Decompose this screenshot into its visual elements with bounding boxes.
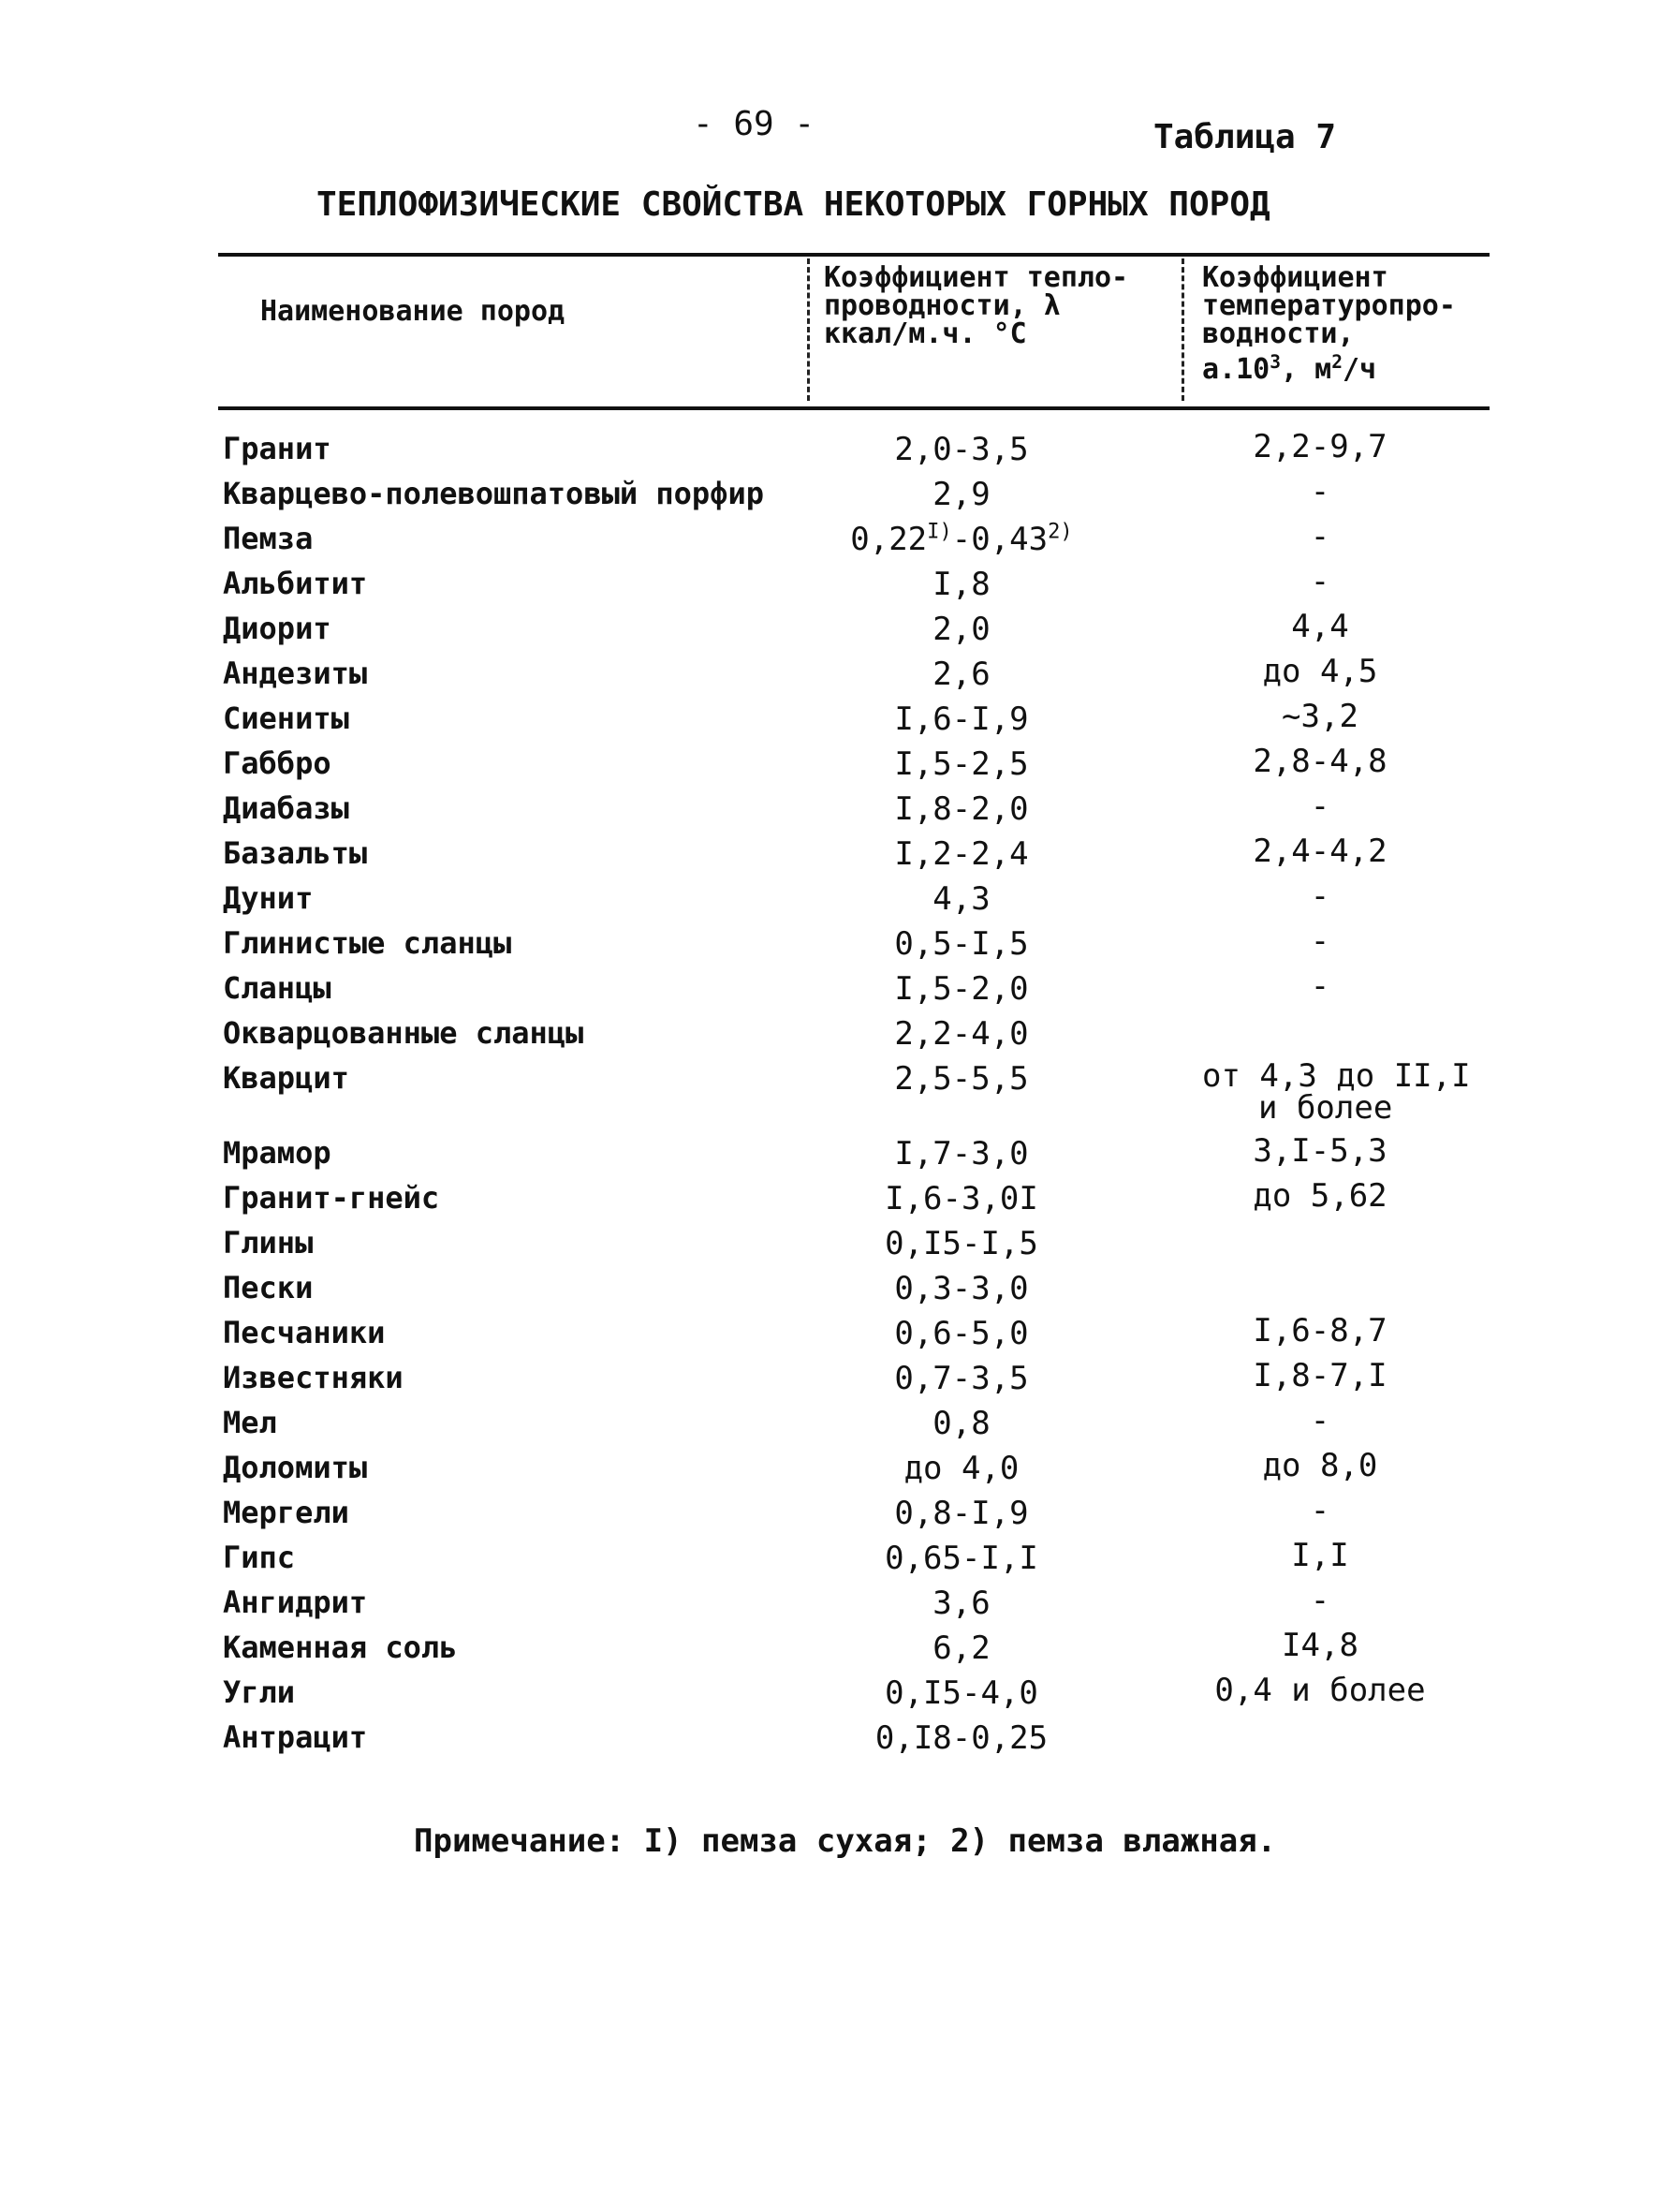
table-row [0, 608, 1659, 656]
rock-name: Пемза [223, 521, 314, 556]
rock-name: Мергели [223, 1495, 349, 1530]
table-row [0, 790, 1659, 836]
conductivity-value: 2,2-4,0 [894, 1015, 1029, 1053]
table-label: Таблица 7 [1153, 118, 1337, 156]
rock-name: Мрамор [223, 1135, 331, 1171]
conductivity-value: 2,0 [932, 611, 991, 648]
diffusivity-value: - [1310, 1492, 1330, 1529]
table-row [0, 1057, 1659, 1127]
rock-name: Гранит [223, 431, 331, 466]
rock-name: Гранит-гнейс [223, 1180, 440, 1216]
rock-name: Каменная соль [223, 1630, 458, 1665]
rock-name: Глинистые сланцы [223, 925, 512, 961]
table-header-rule [218, 406, 1490, 410]
conductivity-value: 0,5-I,5 [894, 925, 1029, 963]
table-row [0, 877, 1659, 926]
header-conductivity-line: Коэффициент тепло- [824, 261, 1129, 294]
rock-name: Глины [223, 1225, 314, 1261]
diffusivity-value: ~3,2 [1282, 698, 1358, 735]
diffusivity-value: 2,8-4,8 [1253, 743, 1387, 780]
header-name: Наименование пород [260, 295, 565, 328]
rock-name: Кварцит [223, 1060, 349, 1096]
conductivity-value: 3,6 [932, 1585, 991, 1622]
header-conductivity-line: ккал/м.ч. °С [824, 317, 1027, 350]
rock-name: Сланцы [223, 970, 331, 1006]
conductivity-value: 0,8-I,9 [894, 1495, 1029, 1532]
table-row [0, 1015, 1659, 1061]
conductivity-value: до 4,0 [903, 1450, 1020, 1487]
diffusivity-value: - [1310, 1582, 1330, 1619]
table-row [0, 1447, 1659, 1496]
rock-name: Дунит [223, 880, 314, 916]
table-row [0, 1627, 1659, 1675]
conductivity-value: I,8 [932, 566, 991, 603]
rock-name: Угли [223, 1674, 296, 1710]
table-row [0, 1312, 1659, 1361]
table-row [0, 563, 1659, 612]
diffusivity-value: 2,4-4,2 [1253, 833, 1387, 870]
conductivity-value: 2,0-3,5 [894, 431, 1029, 468]
table-row [0, 745, 1659, 791]
column-separator [1182, 258, 1184, 401]
diffusivity-value: до 8,0 [1262, 1447, 1378, 1484]
conductivity-value: I,6-3,0I [885, 1180, 1038, 1217]
diffusivity-value: - [1310, 922, 1330, 960]
conductivity-value: 2,9 [932, 476, 991, 513]
conductivity-value: 0,7-3,5 [894, 1360, 1029, 1397]
table-row [0, 700, 1659, 746]
rock-name: Мел [223, 1405, 277, 1440]
rock-name: Кварцево-полевошпатовый порфир [223, 476, 764, 511]
rock-name: Доломиты [223, 1450, 368, 1485]
header-conductivity-line: проводности, λ [824, 289, 1061, 322]
table-row [0, 1177, 1659, 1226]
header-diffusivity-line: водности, [1202, 317, 1355, 350]
conductivity-value: I,7-3,0 [894, 1135, 1029, 1172]
header-diffusivity-line: температуропро- [1202, 289, 1456, 322]
conductivity-value: 0,8 [932, 1405, 991, 1442]
table-row [0, 1132, 1659, 1181]
table-row [0, 1719, 1659, 1765]
conductivity-value: 0,I5-4,0 [885, 1674, 1038, 1712]
table-row [0, 473, 1659, 522]
diffusivity-value: - [1310, 967, 1330, 1005]
table-row [0, 1225, 1659, 1271]
table-row [0, 518, 1659, 567]
conductivity-value: I,5-2,0 [894, 970, 1029, 1008]
table-row [0, 1582, 1659, 1630]
table-top-rule [218, 253, 1490, 257]
page-number: - 69 - [693, 105, 815, 143]
table-row [0, 653, 1659, 701]
rock-name: Известняки [223, 1360, 404, 1395]
rock-name: Окварцованные сланцы [223, 1015, 584, 1051]
table-title: ТЕПЛОФИЗИЧЕСКИЕ СВОЙСТВА НЕКОТОРЫХ ГОРНЫХ ПОРОД [316, 185, 1270, 224]
diffusivity-value: - [1310, 877, 1330, 915]
diffusivity-value: I,I [1291, 1537, 1349, 1574]
rock-name: Ангидрит [223, 1585, 368, 1620]
rock-name: Альбитит [223, 566, 368, 601]
conductivity-value: 0,I5-I,5 [885, 1225, 1038, 1262]
diffusivity-value: до 4,5 [1262, 653, 1378, 690]
rock-name: Диабазы [223, 790, 349, 826]
diffusivity-value: - [1310, 788, 1330, 825]
conductivity-value: 2,6 [932, 656, 991, 693]
rock-name: Диорит [223, 611, 331, 646]
header-diffusivity [1202, 261, 1456, 386]
diffusivity-value: 4,4 [1291, 608, 1349, 645]
diffusivity-value: I,8-7,I [1253, 1357, 1387, 1394]
table-row [0, 1537, 1659, 1585]
conductivity-value: $0,22^{I)}-0,43^{2)}$ [850, 519, 1073, 558]
diffusivity-value: до 5,62 [1253, 1177, 1387, 1215]
table-row [0, 1492, 1659, 1541]
header-diffusivity-units: $а.10^3$, $м^2/ч$ [1202, 351, 1377, 386]
conductivity-value: 0,3-3,0 [894, 1270, 1029, 1307]
conductivity-value: I,6-I,9 [894, 700, 1029, 738]
rock-name: Пески [223, 1270, 314, 1305]
table-row [0, 428, 1659, 477]
conductivity-value: I,8-2,0 [894, 790, 1029, 828]
conductivity-value: 4,3 [932, 880, 991, 918]
diffusivity-value: - [1310, 563, 1330, 600]
rock-name: Габбро [223, 745, 331, 781]
conductivity-value: 0,I8-0,25 [874, 1719, 1049, 1757]
table-row [0, 1674, 1659, 1720]
diffusivity-value: I4,8 [1282, 1627, 1358, 1664]
conductivity-value: I,5-2,5 [894, 745, 1029, 783]
conductivity-value: 0,65-I,I [885, 1540, 1038, 1577]
footnote: Примечание: I) пемза сухая; 2) пемза влажная. [414, 1822, 1277, 1860]
rock-name: Андезиты [223, 656, 368, 691]
diffusivity-value: - [1310, 1402, 1330, 1439]
table-row [0, 922, 1659, 971]
table-row [0, 835, 1659, 881]
table-row [0, 1357, 1659, 1406]
diffusivity-value: - [1310, 518, 1330, 555]
diffusivity-value: I,6-8,7 [1253, 1312, 1387, 1349]
rock-name: Базальты [223, 835, 368, 871]
rock-name: Песчаники [223, 1315, 386, 1350]
table-row [0, 1270, 1659, 1316]
conductivity-value: 6,2 [932, 1630, 991, 1667]
conductivity-value: I,2-2,4 [894, 835, 1029, 873]
table-row [0, 1402, 1659, 1451]
table-row [0, 967, 1659, 1016]
rock-name: Гипс [223, 1540, 296, 1575]
column-separator [807, 258, 810, 401]
diffusivity-value-continuation: и более [1258, 1089, 1393, 1127]
conductivity-value: 2,5-5,5 [894, 1060, 1029, 1098]
header-conductivity [824, 261, 1129, 350]
diffusivity-value: 3,I-5,3 [1253, 1132, 1387, 1170]
rock-name: Сиениты [223, 700, 349, 736]
diffusivity-value: - [1310, 473, 1330, 510]
header-diffusivity-line: Коэффициент [1202, 261, 1388, 294]
diffusivity-value: от 4,3 до II,I и более [1202, 1060, 1502, 1124]
conductivity-value: 0,6-5,0 [894, 1315, 1029, 1352]
rock-name: Антрацит [223, 1719, 368, 1755]
diffusivity-value: 2,2-9,7 [1253, 428, 1387, 465]
diffusivity-value: 0,4 и более [1214, 1672, 1426, 1709]
